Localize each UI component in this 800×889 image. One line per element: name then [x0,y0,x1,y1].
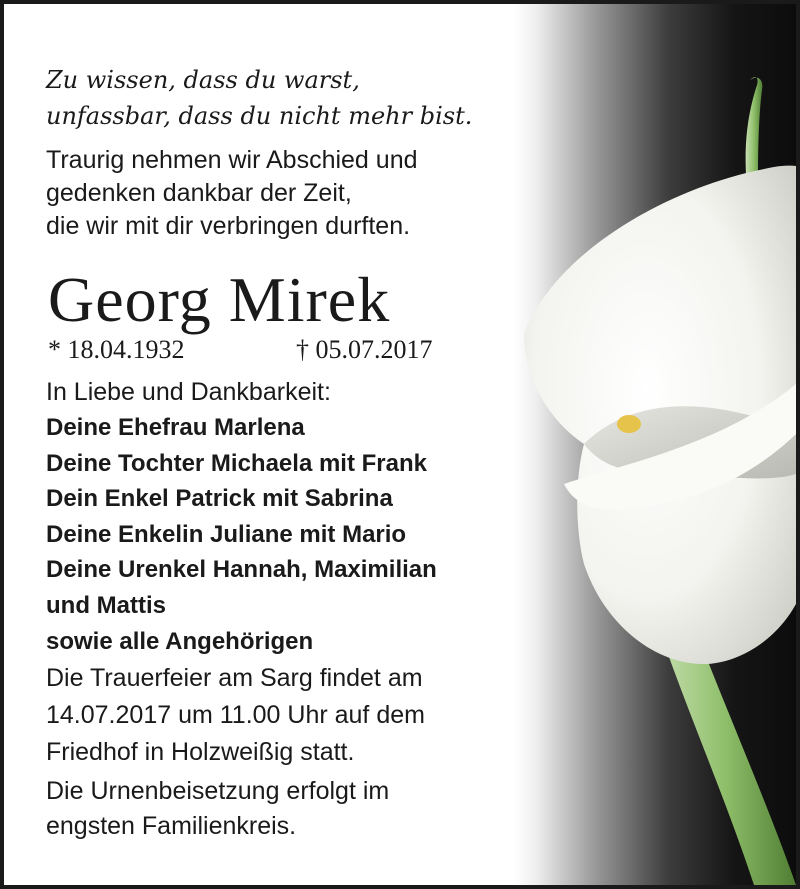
funeral-ceremony-info [46,660,425,771]
farewell-line-1: Traurig nehmen wir Abschied und [46,146,418,174]
mourner-entry: Deine Ehefrau Marlena [46,414,305,441]
birth-date: * 18.04.1932 [48,335,185,364]
urn-burial-info [46,774,389,844]
ceremony-line-1: Die Trauerfeier am Sarg findet am [46,664,423,692]
urn-line-2: engsten Familienkreis. [46,812,297,840]
farewell-text [46,144,418,243]
dedication-line: In Liebe und Dankbarkeit: [46,378,331,406]
mourners-list [46,410,437,659]
urn-line-1: Die Urnenbeisetzung erfolgt im [46,777,390,805]
mourner-entry: sowie alle Angehörigen [46,627,314,655]
mourner-entry: Deine Tochter Michaela mit Frank [46,449,427,477]
life-dates [48,334,433,366]
farewell-line-3: die wir mit dir verbringen durften. [46,212,411,240]
ceremony-line-2: 14.07.2017 um 11.00 Uhr auf dem [46,701,425,729]
motto-line-1: Zu wissen, dass du warst, [46,66,360,94]
mourner-entry: Deine Enkelin Juliane mit Mario [46,520,407,548]
mourner-entry: und Mattis [46,591,166,619]
calla-lily-icon [514,4,796,885]
farewell-line-2: gedenken dankbar der Zeit, [46,179,352,207]
memorial-motto [46,62,472,134]
mourner-entry: Deine Urenkel Hannah, Maximilian [46,556,437,584]
motto-line-2: unfassbar, dass du nicht mehr bist. [46,102,473,130]
mourner-entry: Dein Enkel Patrick mit Sabrina [46,485,393,513]
death-date: † 05.07.2017 [296,335,433,364]
deceased-name: Georg Mirek [48,264,391,335]
calla-lily-photo [514,4,796,885]
ceremony-line-3: Friedhof in Holzweißig statt. [46,738,355,766]
